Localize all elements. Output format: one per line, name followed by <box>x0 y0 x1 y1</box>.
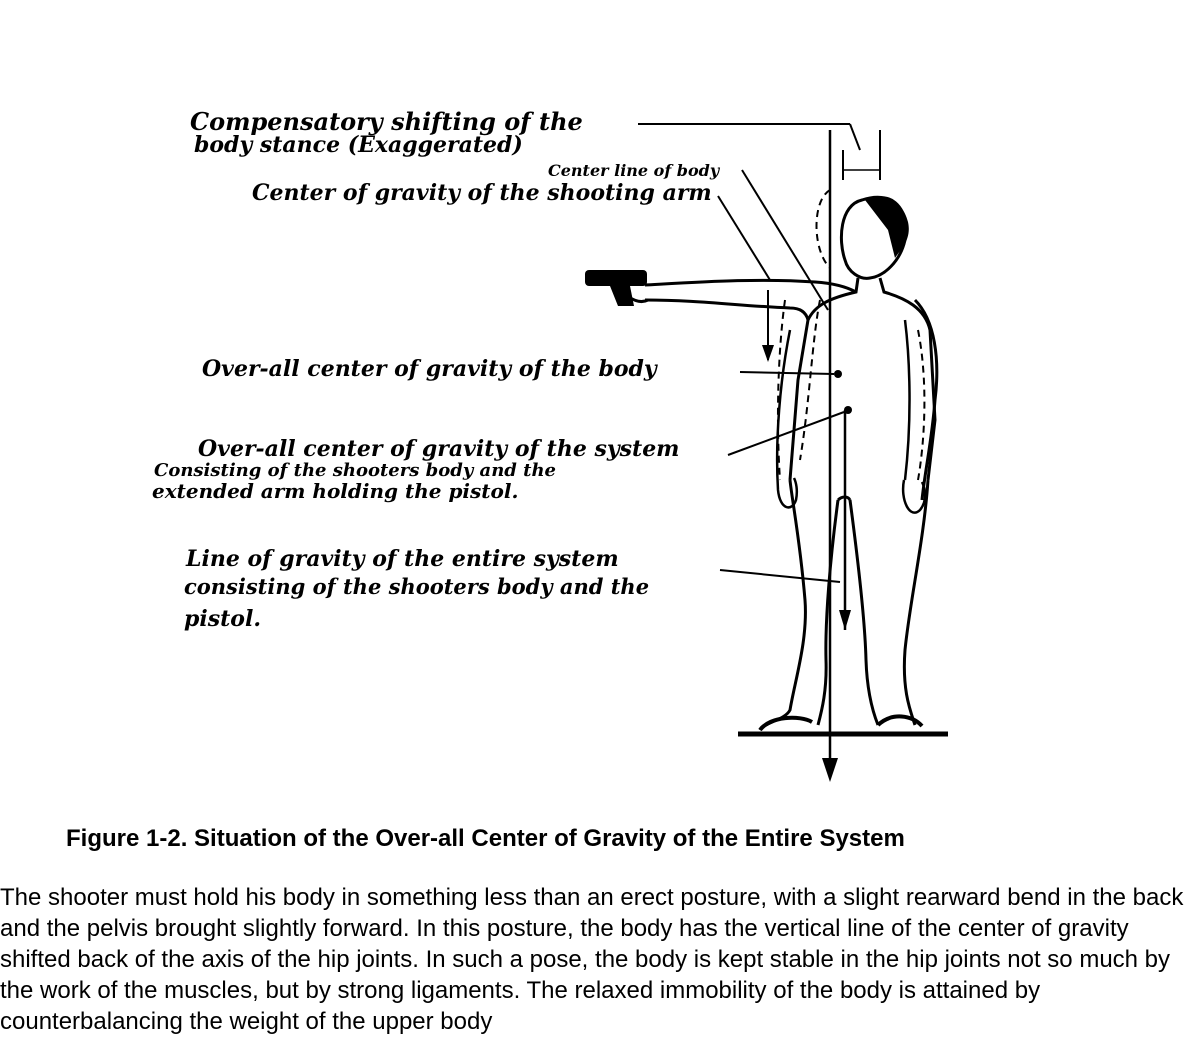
dashed-head-outline <box>817 190 831 268</box>
dashed-arm-outline <box>918 330 924 480</box>
left-foot <box>760 718 812 730</box>
system-cg-pointer <box>728 412 844 455</box>
arm-cg-pointer <box>718 196 770 280</box>
left-leg-inner <box>818 500 838 725</box>
shooting-arm-upper <box>645 280 856 292</box>
center-line-pointer <box>742 170 828 310</box>
label-system-1: Over-all center of gravity of the system <box>198 436 680 462</box>
system-cg-dot <box>844 406 852 414</box>
right-leg-inner <box>850 500 878 725</box>
line-gravity-pointer <box>720 570 840 582</box>
pistol-icon <box>585 270 647 286</box>
hanging-arm-inner <box>905 320 910 480</box>
right-leg-outer <box>904 480 928 725</box>
label-line-gravity-2: consisting of the shooters body and the <box>184 574 650 599</box>
left-leg-outer <box>760 480 805 730</box>
label-system-2: Consisting of the shooters body and the <box>154 460 556 481</box>
body-paragraph: The shooter must hold his body in something less than an erect posture, with a slight rearward bend in the back and the pelvis brought slightly forward. In this posture, the body has the vertical line of the center of gravity shifted back of the axis of the hip joints. In such a pose, the body is kept stable in the hip joints not so much by the work of the muscles, but by strong ligaments. The relaxed immobility of the body is attained by counterbalancing the weight of the upper body <box>0 884 1184 1035</box>
arrow-down-icon <box>822 758 838 782</box>
label-system-3: extended arm holding the pistol. <box>152 479 519 503</box>
label-compensatory-1: Compensatory shifting of the <box>190 107 583 136</box>
label-line-gravity-1: Line of gravity of the entire system <box>186 546 619 572</box>
label-center-line: Center line of body <box>548 161 720 180</box>
pistol-grip <box>610 286 634 306</box>
label-line-gravity-3: pistol. <box>184 606 261 632</box>
dashed-torso-outline <box>800 300 820 460</box>
compensatory-pointer-tip <box>850 124 860 150</box>
label-overall-cg-body: Over-all center of gravity of the body <box>202 356 657 382</box>
label-compensatory-2: body stance (Exaggerated) <box>194 132 523 158</box>
label-arm-cg: Center of gravity of the shooting arm <box>252 180 712 206</box>
arrow-down-icon <box>762 345 774 362</box>
body-cg-pointer <box>740 372 834 374</box>
body-cg-dot <box>834 370 842 378</box>
arrow-down-icon <box>839 610 851 630</box>
figure-caption: Figure 1-2. Situation of the Over-all Center of Gravity of the Entire System <box>66 825 905 852</box>
